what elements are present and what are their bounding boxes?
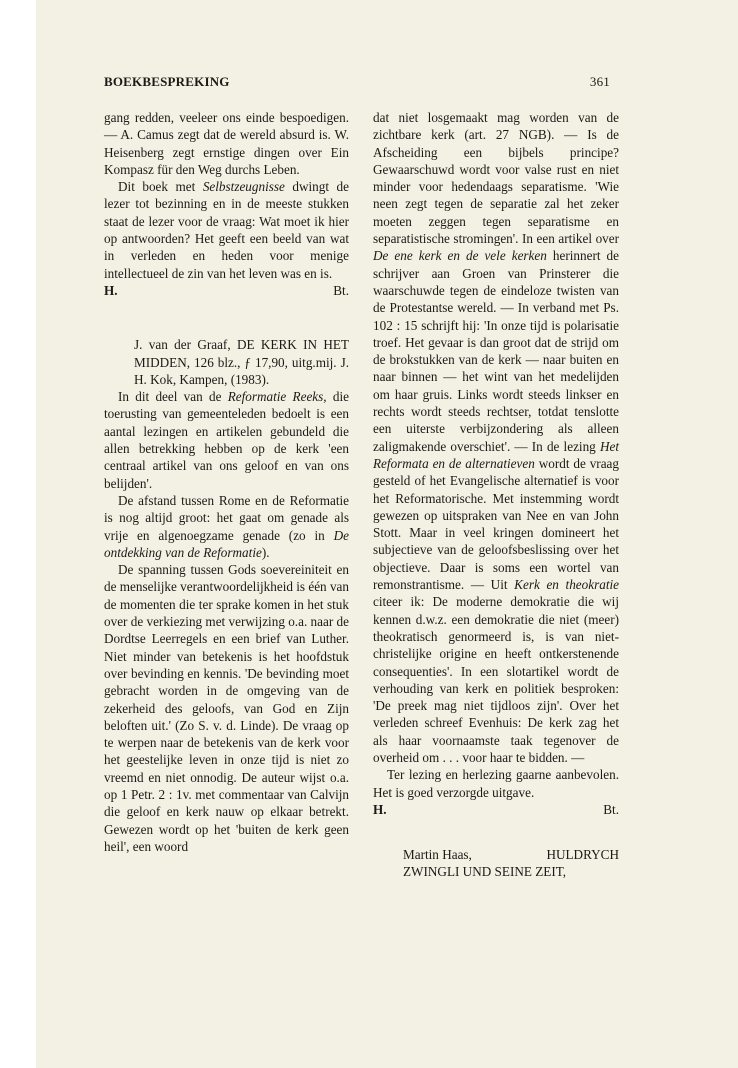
right-column <box>373 109 619 881</box>
reviewer-signature <box>373 801 619 818</box>
paragraph: dat niet losgemaakt mag worden van de zichtbare kerk (art. 27 NGB). — Is de Afscheiding een bijbels principe? Gewaarschuwd wordt voor valse rust en niet minder voor hedendaags separatisme. 'Wie neen zegt tegen de separatie zal het zeker moeten zeggen tegen separatisme en separatistische stromingen'. In een artikel over De ene kerk en de vele kerken herinnert de schrijver aan Groen van Prinsterer die waarschuwde tegen de eindeloze twisten van de Protestantse wereld. — In verband met Ps. 102 : 15 schrijft hij: 'In onze tijd is polarisatie troef. Het gevaar is dan groot dat de strijd om de brokstukken van de kerk — naar buiten en naar binnen — het wint van het medelijden om haar gruis. Links wordt steeds linkser en rechts wordt steeds rechtser, totdat tenslotte een uiterste verbijzondering als alleen zaligmakende overschiet'. — In de lezing Het Reformata en de alternatieven wordt de vraag gesteld of het Evangelische alternatief is voor het Reformatorische. Met instemming wordt gewezen op uitspraken van Nee en van John Stott. Maar in veel kringen domineert het subjectieve van de geloofsbeslissing over het objectieve. Daar is soms een wortel van remonstrantisme. — Uit Kerk en theokratie citeer ik: De moderne demokratie die wij kennen d.w.z. een demokratie die niet (meer) theokratisch genormeerd is, is van niet-christelijke origine en heeft ontkerstenende consequenties'. In een slotartikel wordt de verhouding van kerk en politiek besproken: 'De preek mag niet tijdloos zijn'. Over het verleden schreef Evenhuis: De kerk zag het als haar voornaamste taak tegenover de overheid om . . . voor haar te bidden. — <box>373 110 620 765</box>
paragraph: In dit deel van de Reformatie Reeks, die toerusting van gemeenteleden bedoelt is een aantal lezingen en artikelen gebundeld die allen betrekking hebben op de kerk 'een centraal artikel van ons geloof en van ons belijden'. <box>104 389 349 491</box>
reviewer-initial: H. <box>373 801 387 817</box>
reviewer-initial: H. <box>104 282 118 298</box>
scan-margin <box>0 0 36 1068</box>
paragraph: De spanning tussen Gods soevereiniteit en de menselijke verantwoordelijkheid is één van de momenten die ter sprake komen in het stuk over de verkiezing met verwijzing o.a. naar de Dordtse Leerregels en een brief van Luther. Niet minder van betekenis is het hoofdstuk over bevinding en kennis. 'De bevinding moet gebracht worden in de omgeving van de zekerheid des geloofs, van God en Zijn beloften uit.' (Zo S. v. d. Linde). De vraag op te werpen naar de betekenis van de kerk voor het geestelijke leven in onze tijd is niet zo vreemd en niet onnodig. De auteur wijst o.a. op 1 Petr. 2 : 1v. met commentaar van Calvijn die geloof en kerk nauw op elkaar betrekt. Gewezen wordt op het 'buiten de kerk geen heil', een woord <box>104 562 349 854</box>
left-column <box>104 109 349 855</box>
book-title-part: ZWINGLI UND SEINE ZEIT, <box>403 864 567 880</box>
book-author: Martin Haas, <box>403 847 472 863</box>
paragraph: De afstand tussen Rome en de Reformatie is nog altijd groot: het gaat om genade als vrije en algenoegzame genade (zo in De ontdekking van de Reformatie). <box>104 492 349 560</box>
reviewer-name: Bt. <box>603 801 619 817</box>
paragraph: gang redden, veeleer ons einde bespoedigen. — A. Camus zegt dat de wereld absurd is. W. Heisenberg zegt ernstige dingen over Ein Kompasz für den Weg durchs Leben. <box>104 110 349 177</box>
page-header <box>104 74 610 90</box>
section-title: BOEKBESPREKING <box>104 74 230 89</box>
reviewer-name: Bt. <box>333 282 349 298</box>
book-reference <box>373 846 619 881</box>
book-title-part: HULDRYCH <box>546 847 619 863</box>
book-reference: J. van der Graaf, DE KERK IN HET MIDDEN, 126 blz., ƒ 17,90, uitg.mij. J. H. Kok, Kampen, (1983). <box>134 337 349 387</box>
paragraph: Dit boek met Selbstzeugnisse dwingt de lezer tot bezinning en in de meeste stukken staat de lezer voor de vraag: Wat moet ik hier op antwoorden? Het geeft een beeld van wat in verleden en heden voor menige intellectueel de zin van het leven was en is. <box>104 179 349 281</box>
reviewer-signature <box>104 282 349 299</box>
paragraph: Ter lezing en herlezing gaarne aanbevolen. Het is goed verzorgde uitgave. <box>373 767 619 800</box>
page-number: 361 <box>589 74 610 89</box>
